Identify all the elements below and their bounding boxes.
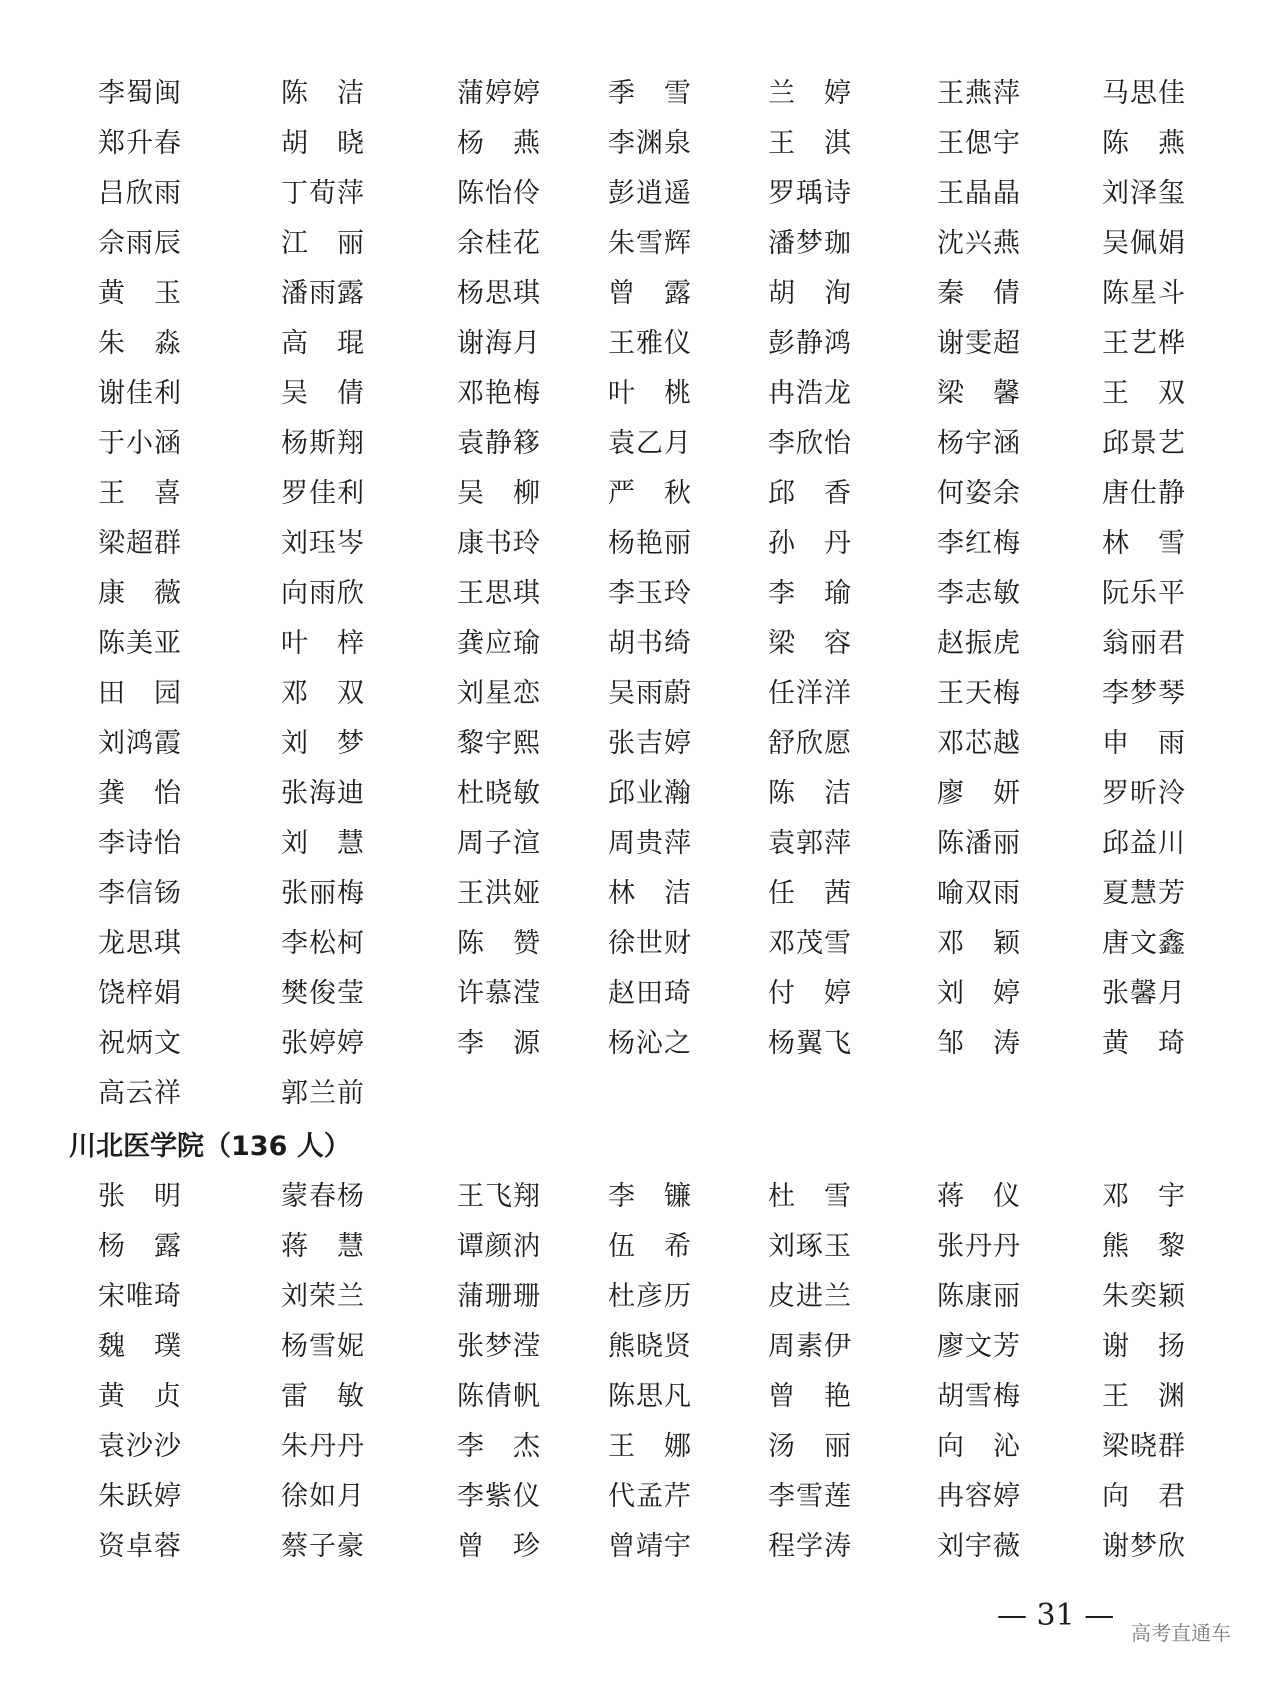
person-name: 魏 璞 bbox=[98, 1331, 182, 1362]
person-name: 马思佳 bbox=[1102, 78, 1186, 109]
person-name: 康 薇 bbox=[98, 578, 182, 609]
person-name: 李欣怡 bbox=[768, 428, 852, 459]
name-list-continued bbox=[0, 69, 1280, 1119]
person-name: 夏慧芳 bbox=[1102, 878, 1186, 909]
name-row bbox=[0, 869, 1280, 919]
name-row bbox=[0, 419, 1280, 469]
person-name: 杜晓敏 bbox=[457, 778, 541, 809]
person-name: 杨宇涵 bbox=[937, 428, 1021, 459]
person-name: 何姿余 bbox=[937, 478, 1021, 509]
person-name: 陈康丽 bbox=[937, 1281, 1021, 1312]
person-name: 林 洁 bbox=[608, 878, 692, 909]
person-name: 高 琨 bbox=[281, 328, 365, 359]
person-name: 郭兰前 bbox=[281, 1078, 365, 1109]
person-name: 梁 馨 bbox=[937, 378, 1021, 409]
person-name: 王燕萍 bbox=[937, 78, 1021, 109]
name-row bbox=[0, 1522, 1280, 1572]
person-name: 朱 淼 bbox=[98, 328, 182, 359]
person-name: 王飞翔 bbox=[457, 1181, 541, 1212]
person-name: 叶 梓 bbox=[281, 628, 365, 659]
person-name: 康书玲 bbox=[457, 528, 541, 559]
person-name: 冉浩龙 bbox=[768, 378, 852, 409]
person-name: 余桂花 bbox=[457, 228, 541, 259]
name-row bbox=[0, 219, 1280, 269]
person-name: 王洪娅 bbox=[457, 878, 541, 909]
person-name: 邱益川 bbox=[1102, 828, 1186, 859]
person-name: 周素伊 bbox=[768, 1331, 852, 1362]
person-name: 李诗怡 bbox=[98, 828, 182, 859]
person-name: 陈思凡 bbox=[608, 1381, 692, 1412]
person-name: 向雨欣 bbox=[281, 578, 365, 609]
person-name: 樊俊莹 bbox=[281, 978, 365, 1009]
person-name: 罗瑀诗 bbox=[768, 178, 852, 209]
person-name: 张婷婷 bbox=[281, 1028, 365, 1059]
person-name: 徐世财 bbox=[608, 928, 692, 959]
person-name: 郑升春 bbox=[98, 128, 182, 159]
person-name: 谢 扬 bbox=[1102, 1331, 1186, 1362]
person-name: 刘宇薇 bbox=[937, 1531, 1021, 1562]
person-name: 李 杰 bbox=[457, 1431, 541, 1462]
person-name: 冉容婷 bbox=[937, 1481, 1021, 1512]
person-name: 张梦滢 bbox=[457, 1331, 541, 1362]
person-name: 王雅仪 bbox=[608, 328, 692, 359]
person-name: 彭静鸿 bbox=[768, 328, 852, 359]
person-name: 王偲宇 bbox=[937, 128, 1021, 159]
person-name: 蒋 慧 bbox=[281, 1231, 365, 1262]
person-name: 廖 妍 bbox=[937, 778, 1021, 809]
person-name: 赵振虎 bbox=[937, 628, 1021, 659]
person-name: 李信钖 bbox=[98, 878, 182, 909]
person-name: 黄 贞 bbox=[98, 1381, 182, 1412]
person-name: 梁 容 bbox=[768, 628, 852, 659]
person-name: 胡书绮 bbox=[608, 628, 692, 659]
person-name: 王 双 bbox=[1102, 378, 1186, 409]
name-row bbox=[0, 169, 1280, 219]
person-name: 李雪莲 bbox=[768, 1481, 852, 1512]
person-name: 李玉玲 bbox=[608, 578, 692, 609]
person-name: 唐文鑫 bbox=[1102, 928, 1186, 959]
person-name: 胡 晓 bbox=[281, 128, 365, 159]
person-name: 代孟芹 bbox=[608, 1481, 692, 1512]
person-name: 杨艳丽 bbox=[608, 528, 692, 559]
person-name: 王天梅 bbox=[937, 678, 1021, 709]
person-name: 蒲婷婷 bbox=[457, 78, 541, 109]
name-row bbox=[0, 719, 1280, 769]
name-row bbox=[0, 569, 1280, 619]
person-name: 程学涛 bbox=[768, 1531, 852, 1562]
person-name: 曾 艳 bbox=[768, 1381, 852, 1412]
person-name: 张海迪 bbox=[281, 778, 365, 809]
person-name: 李蜀闽 bbox=[98, 78, 182, 109]
person-name: 曾靖宇 bbox=[608, 1531, 692, 1562]
person-name: 陈倩帆 bbox=[457, 1381, 541, 1412]
person-name: 杜 雪 bbox=[768, 1181, 852, 1212]
person-name: 胡雪梅 bbox=[937, 1381, 1021, 1412]
person-name: 吴 倩 bbox=[281, 378, 365, 409]
name-row bbox=[0, 69, 1280, 119]
person-name: 叶 桃 bbox=[608, 378, 692, 409]
person-name: 刘 婷 bbox=[937, 978, 1021, 1009]
person-name: 蒲珊珊 bbox=[457, 1281, 541, 1312]
person-name: 刘鸿霞 bbox=[98, 728, 182, 759]
person-name: 杨 燕 bbox=[457, 128, 541, 159]
person-name: 廖文芳 bbox=[937, 1331, 1021, 1362]
person-name: 邓艳梅 bbox=[457, 378, 541, 409]
person-name: 朱奕颖 bbox=[1102, 1281, 1186, 1312]
person-name: 徐如月 bbox=[281, 1481, 365, 1512]
person-name: 季 雪 bbox=[608, 78, 692, 109]
person-name: 陈怡伶 bbox=[457, 178, 541, 209]
person-name: 于小涵 bbox=[98, 428, 182, 459]
person-name: 李志敏 bbox=[937, 578, 1021, 609]
person-name: 张馨月 bbox=[1102, 978, 1186, 1009]
person-name: 谢雯超 bbox=[937, 328, 1021, 359]
person-name: 任 茜 bbox=[768, 878, 852, 909]
person-name: 唐仕静 bbox=[1102, 478, 1186, 509]
person-name: 吴雨蔚 bbox=[608, 678, 692, 709]
person-name: 梁超群 bbox=[98, 528, 182, 559]
person-name: 吕欣雨 bbox=[98, 178, 182, 209]
person-name: 喻双雨 bbox=[937, 878, 1021, 909]
person-name: 黄 琦 bbox=[1102, 1028, 1186, 1059]
person-name: 曾 露 bbox=[608, 278, 692, 309]
person-name: 蔡子豪 bbox=[281, 1531, 365, 1562]
person-name: 袁郭萍 bbox=[768, 828, 852, 859]
person-name: 彭逍遥 bbox=[608, 178, 692, 209]
person-name: 赵田琦 bbox=[608, 978, 692, 1009]
person-name: 周子渲 bbox=[457, 828, 541, 859]
name-row bbox=[0, 619, 1280, 669]
person-name: 孙 丹 bbox=[768, 528, 852, 559]
person-name: 陈 燕 bbox=[1102, 128, 1186, 159]
person-name: 罗佳利 bbox=[281, 478, 365, 509]
person-name: 宋唯琦 bbox=[98, 1281, 182, 1312]
name-row bbox=[0, 769, 1280, 819]
name-row bbox=[0, 669, 1280, 719]
person-name: 付 婷 bbox=[768, 978, 852, 1009]
name-row bbox=[0, 519, 1280, 569]
person-name: 李松柯 bbox=[281, 928, 365, 959]
person-name: 李梦琴 bbox=[1102, 678, 1186, 709]
person-name: 谢佳利 bbox=[98, 378, 182, 409]
person-name: 邹 涛 bbox=[937, 1028, 1021, 1059]
person-name: 李 源 bbox=[457, 1028, 541, 1059]
person-name: 陈 洁 bbox=[281, 78, 365, 109]
person-name: 邓 双 bbox=[281, 678, 365, 709]
person-name: 佘雨辰 bbox=[98, 228, 182, 259]
person-name: 朱跃婷 bbox=[98, 1481, 182, 1512]
person-name: 李 瑜 bbox=[768, 578, 852, 609]
person-name: 梁晓群 bbox=[1102, 1431, 1186, 1462]
person-name: 祝炳文 bbox=[98, 1028, 182, 1059]
name-row bbox=[0, 469, 1280, 519]
person-name: 刘星恋 bbox=[457, 678, 541, 709]
person-name: 刘泽玺 bbox=[1102, 178, 1186, 209]
name-row bbox=[0, 1069, 1280, 1119]
name-row bbox=[0, 1172, 1280, 1222]
name-row bbox=[0, 919, 1280, 969]
person-name: 蒙春杨 bbox=[281, 1181, 365, 1212]
person-name: 向 君 bbox=[1102, 1481, 1186, 1512]
person-name: 龚 怡 bbox=[98, 778, 182, 809]
person-name: 曾 珍 bbox=[457, 1531, 541, 1562]
page-number: — 31 — bbox=[997, 1598, 1115, 1633]
person-name: 沈兴燕 bbox=[937, 228, 1021, 259]
person-name: 王 喜 bbox=[98, 478, 182, 509]
person-name: 龚应瑜 bbox=[457, 628, 541, 659]
person-name: 陈潘丽 bbox=[937, 828, 1021, 859]
person-name: 朱丹丹 bbox=[281, 1431, 365, 1462]
person-name: 袁乙月 bbox=[608, 428, 692, 459]
person-name: 兰 婷 bbox=[768, 78, 852, 109]
name-row bbox=[0, 1372, 1280, 1422]
person-name: 邓芯越 bbox=[937, 728, 1021, 759]
person-name: 王 渊 bbox=[1102, 1381, 1186, 1412]
person-name: 吴佩娟 bbox=[1102, 228, 1186, 259]
person-name: 吴 柳 bbox=[457, 478, 541, 509]
person-name: 黄 玉 bbox=[98, 278, 182, 309]
name-row bbox=[0, 819, 1280, 869]
name-row bbox=[0, 1422, 1280, 1472]
person-name: 王艺桦 bbox=[1102, 328, 1186, 359]
person-name: 邓 宇 bbox=[1102, 1181, 1186, 1212]
person-name: 邱 香 bbox=[768, 478, 852, 509]
name-row bbox=[0, 1019, 1280, 1069]
person-name: 熊 黎 bbox=[1102, 1231, 1186, 1262]
person-name: 杨翼飞 bbox=[768, 1028, 852, 1059]
person-name: 潘雨露 bbox=[281, 278, 365, 309]
name-row bbox=[0, 369, 1280, 419]
person-name: 杜彦历 bbox=[608, 1281, 692, 1312]
person-name: 李紫仪 bbox=[457, 1481, 541, 1512]
name-row bbox=[0, 969, 1280, 1019]
person-name: 田 园 bbox=[98, 678, 182, 709]
name-row bbox=[0, 1222, 1280, 1272]
person-name: 杨沁之 bbox=[608, 1028, 692, 1059]
person-name: 张吉婷 bbox=[608, 728, 692, 759]
person-name: 王晶晶 bbox=[937, 178, 1021, 209]
person-name: 蒋 仪 bbox=[937, 1181, 1021, 1212]
person-name: 陈美亚 bbox=[98, 628, 182, 659]
person-name: 雷 敏 bbox=[281, 1381, 365, 1412]
person-name: 秦 倩 bbox=[937, 278, 1021, 309]
person-name: 李 镰 bbox=[608, 1181, 692, 1212]
person-name: 资卓蓉 bbox=[98, 1531, 182, 1562]
name-list-chuanbei bbox=[0, 1172, 1280, 1572]
person-name: 胡 洵 bbox=[768, 278, 852, 309]
person-name: 皮进兰 bbox=[768, 1281, 852, 1312]
person-name: 王思琪 bbox=[457, 578, 541, 609]
person-name: 黎宇熙 bbox=[457, 728, 541, 759]
person-name: 杨斯翔 bbox=[281, 428, 365, 459]
person-name: 任洋洋 bbox=[768, 678, 852, 709]
person-name: 邱景艺 bbox=[1102, 428, 1186, 459]
person-name: 谢海月 bbox=[457, 328, 541, 359]
name-row bbox=[0, 1322, 1280, 1372]
person-name: 陈星斗 bbox=[1102, 278, 1186, 309]
person-name: 向 沁 bbox=[937, 1431, 1021, 1462]
person-name: 潘梦珈 bbox=[768, 228, 852, 259]
person-name: 王 娜 bbox=[608, 1431, 692, 1462]
person-name: 熊晓贤 bbox=[608, 1331, 692, 1362]
person-name: 邓 颖 bbox=[937, 928, 1021, 959]
person-name: 伍 希 bbox=[608, 1231, 692, 1262]
person-name: 陈 洁 bbox=[768, 778, 852, 809]
name-row bbox=[0, 119, 1280, 169]
person-name: 刘 梦 bbox=[281, 728, 365, 759]
name-row bbox=[0, 319, 1280, 369]
person-name: 饶梓娟 bbox=[98, 978, 182, 1009]
person-name: 张丽梅 bbox=[281, 878, 365, 909]
section-heading-chuanbei: 川北医学院（136 人） bbox=[69, 1131, 351, 1162]
person-name: 张丹丹 bbox=[937, 1231, 1021, 1262]
person-name: 袁静簃 bbox=[457, 428, 541, 459]
person-name: 罗昕泠 bbox=[1102, 778, 1186, 809]
person-name: 林 雪 bbox=[1102, 528, 1186, 559]
person-name: 刘琢玉 bbox=[768, 1231, 852, 1262]
person-name: 严 秋 bbox=[608, 478, 692, 509]
person-name: 谭颜汭 bbox=[457, 1231, 541, 1262]
person-name: 王 淇 bbox=[768, 128, 852, 159]
person-name: 杨思琪 bbox=[457, 278, 541, 309]
name-row bbox=[0, 269, 1280, 319]
person-name: 陈 赞 bbox=[457, 928, 541, 959]
person-name: 阮乐平 bbox=[1102, 578, 1186, 609]
watermark: 高考直通车 bbox=[1131, 1621, 1231, 1645]
person-name: 刘荣兰 bbox=[281, 1281, 365, 1312]
person-name: 谢梦欣 bbox=[1102, 1531, 1186, 1562]
person-name: 袁沙沙 bbox=[98, 1431, 182, 1462]
person-name: 李渊泉 bbox=[608, 128, 692, 159]
person-name: 邱业瀚 bbox=[608, 778, 692, 809]
person-name: 丁荀萍 bbox=[281, 178, 365, 209]
person-name: 刘 慧 bbox=[281, 828, 365, 859]
person-name: 刘珏岑 bbox=[281, 528, 365, 559]
person-name: 汤 丽 bbox=[768, 1431, 852, 1462]
person-name: 申 雨 bbox=[1102, 728, 1186, 759]
person-name: 高云祥 bbox=[98, 1078, 182, 1109]
name-row bbox=[0, 1472, 1280, 1522]
person-name: 江 丽 bbox=[281, 228, 365, 259]
person-name: 翁丽君 bbox=[1102, 628, 1186, 659]
person-name: 杨 露 bbox=[98, 1231, 182, 1262]
person-name: 龙思琪 bbox=[98, 928, 182, 959]
person-name: 朱雪辉 bbox=[608, 228, 692, 259]
person-name: 邓茂雪 bbox=[768, 928, 852, 959]
person-name: 杨雪妮 bbox=[281, 1331, 365, 1362]
person-name: 舒欣愿 bbox=[768, 728, 852, 759]
name-row bbox=[0, 1272, 1280, 1322]
person-name: 许慕滢 bbox=[457, 978, 541, 1009]
person-name: 张 明 bbox=[98, 1181, 182, 1212]
person-name: 李红梅 bbox=[937, 528, 1021, 559]
person-name: 周贵萍 bbox=[608, 828, 692, 859]
